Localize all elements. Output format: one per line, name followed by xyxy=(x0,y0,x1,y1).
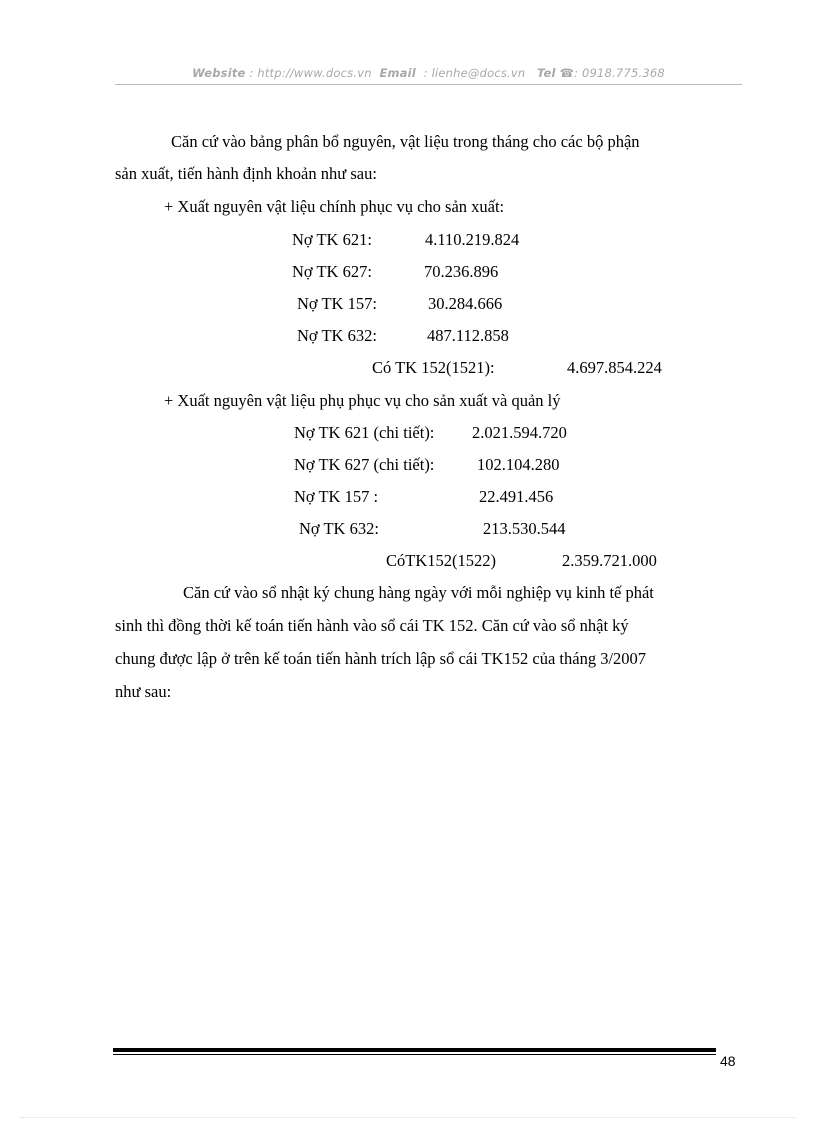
intro-line-2: sản xuất, tiến hành định khoản như sau: xyxy=(115,164,377,183)
entry-account: Nợ TK 627: xyxy=(292,262,372,281)
phone-icon: ☎ xyxy=(559,66,575,80)
entry-account: Nợ TK 627 (chi tiết): xyxy=(294,455,435,474)
email-label: Email xyxy=(379,66,416,80)
website-value: : http://www.docs.vn xyxy=(249,66,372,80)
footer-rule-thin xyxy=(113,1054,716,1055)
entry-amount: 487.112.858 xyxy=(427,326,509,345)
closing-line-1: Căn cứ vào sổ nhật ký chung hàng ngày với mỗi nghiệp vụ kinh tế phát xyxy=(183,583,654,602)
entry-account: Nợ TK 157: xyxy=(297,294,377,313)
page-header xyxy=(115,66,742,85)
credit-amount: 4.697.854.224 xyxy=(567,358,662,377)
entry-amount: 102.104.280 xyxy=(477,455,560,474)
closing-line-4: như sau: xyxy=(115,682,172,701)
entry-amount: 213.530.544 xyxy=(483,519,566,538)
entry-account: Nợ TK 621: xyxy=(292,230,372,249)
section-1-title: + Xuất nguyên vật liệu chính phục vụ cho sản xuất: xyxy=(164,197,505,216)
entry-account: Nợ TK 157 : xyxy=(294,487,379,506)
credit-amount: 2.359.721.000 xyxy=(562,551,657,570)
closing-line-3: chung được lập ở trên kế toán tiến hành trích lập sổ cái TK152 của tháng 3/2007 xyxy=(115,649,647,668)
entry-amount: 70.236.896 xyxy=(424,262,499,281)
website-label: Website xyxy=(192,66,246,80)
tel-label: Tel xyxy=(536,66,556,80)
intro-line-1: Căn cứ vào bảng phân bổ nguyên, vật liệu trong tháng cho các bộ phận xyxy=(171,132,640,151)
entry-amount: 22.491.456 xyxy=(479,487,554,506)
entry-account: Nợ TK 621 (chi tiết): xyxy=(294,423,435,442)
page-number: 48 xyxy=(720,1053,736,1069)
entry-account: Nợ TK 632: xyxy=(299,519,379,538)
credit-account: CóTK152(1522) xyxy=(386,551,496,570)
entry-account: Nợ TK 632: xyxy=(297,326,377,345)
entry-amount: 2.021.594.720 xyxy=(472,423,567,442)
page-bottom-divider xyxy=(20,1117,796,1118)
email-value: : lienhe@docs.vn xyxy=(423,66,526,80)
entry-amount: 30.284.666 xyxy=(428,294,503,313)
entry-amount: 4.110.219.824 xyxy=(425,230,520,249)
section-2-title: + Xuất nguyên vật liệu phụ phục vụ cho sản xuất và quản lý xyxy=(164,391,561,410)
credit-account: Có TK 152(1521): xyxy=(372,358,495,377)
tel-value: : 0918.775.368 xyxy=(574,66,665,80)
footer-rule xyxy=(113,1048,716,1052)
closing-line-2: sinh thì đồng thời kế toán tiến hành vào sổ cái TK 152. Căn cứ vào sổ nhật ký xyxy=(115,616,629,635)
